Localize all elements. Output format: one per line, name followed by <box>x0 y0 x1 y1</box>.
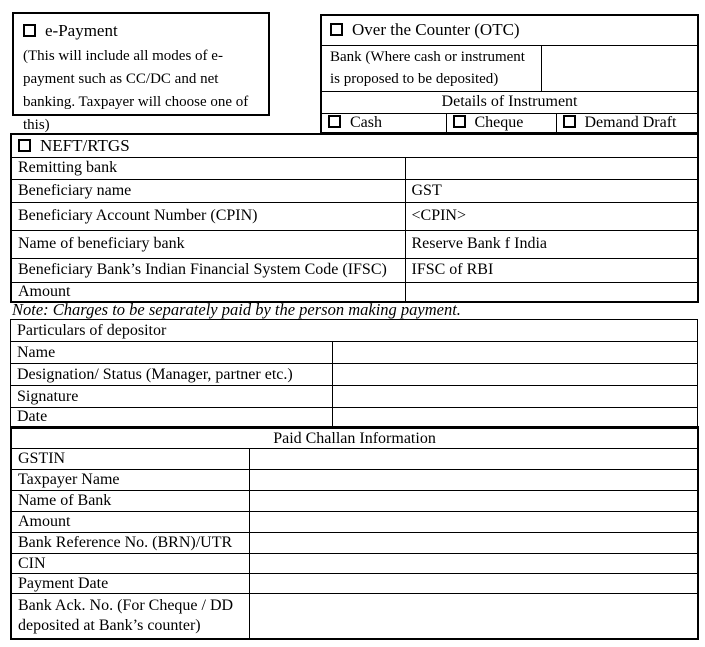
challan-section <box>10 426 699 640</box>
table-row <box>11 157 698 179</box>
cheque-label: Cheque <box>474 113 524 131</box>
beneficiary-name-label: Beneficiary name <box>11 179 405 202</box>
demand-draft-label: Demand Draft <box>584 113 677 131</box>
depositor-designation-label: Designation/ Status (Manager, partner etc.) <box>11 364 333 386</box>
otc-label: Over the Counter (OTC) <box>352 20 520 40</box>
neft-section <box>10 133 699 303</box>
otc-bank-value-field[interactable] <box>541 45 698 91</box>
depositor-date-field[interactable] <box>333 408 698 427</box>
epayment-section <box>12 12 270 133</box>
challan-header: Paid Challan Information <box>11 428 698 449</box>
otc-section <box>320 14 699 134</box>
beneficiary-name-value: GST <box>405 179 698 202</box>
brn-utr-field[interactable] <box>249 533 698 554</box>
remitting-bank-field[interactable] <box>405 157 698 179</box>
table-row <box>11 594 698 640</box>
neft-option <box>11 134 698 157</box>
epayment-description: (This will include all modes of e-payment such as CC/DC and net banking. Taxpayer will choose one of this) <box>23 48 249 133</box>
table-row <box>11 533 698 554</box>
neft-header-row <box>11 134 698 157</box>
bank-ack-label: Bank Ack. No. (For Cheque / DD deposited at Bank’s counter) <box>11 594 249 640</box>
cin-field[interactable] <box>249 554 698 574</box>
beneficiary-account-label: Beneficiary Account Number (CPIN) <box>11 202 405 230</box>
depositor-signature-field[interactable] <box>333 386 698 408</box>
ifsc-value: IFSC of RBI <box>405 258 698 282</box>
cin-label: CIN <box>11 554 249 574</box>
otc-bank-row <box>321 45 698 91</box>
challan-header-row <box>11 428 698 449</box>
table-row <box>11 342 698 364</box>
taxpayer-name-label: Taxpayer Name <box>11 470 249 491</box>
instrument-cash-option <box>321 113 446 133</box>
table-row <box>11 574 698 594</box>
table-row <box>11 386 698 408</box>
table-row <box>11 230 698 258</box>
table-row <box>11 258 698 282</box>
neft-label: NEFT/RTGS <box>40 135 130 155</box>
table-row <box>11 554 698 574</box>
amount-label: Amount <box>11 282 405 302</box>
depositor-header: Particulars of depositor <box>11 320 698 342</box>
bank-name-label: Name of Bank <box>11 491 249 512</box>
challan-amount-field[interactable] <box>249 512 698 533</box>
challan-amount-label: Amount <box>11 512 249 533</box>
table-row <box>11 512 698 533</box>
table-row <box>11 202 698 230</box>
table-row <box>11 282 698 302</box>
demand-draft-checkbox[interactable] <box>563 115 576 128</box>
epayment-option <box>23 19 259 43</box>
instrument-demand-draft-option <box>556 113 698 133</box>
depositor-signature-label: Signature <box>11 386 333 408</box>
beneficiary-bank-label: Name of beneficiary bank <box>11 230 405 258</box>
depositor-section <box>10 319 698 427</box>
depositor-date-label: Date <box>11 408 333 427</box>
bank-name-field[interactable] <box>249 491 698 512</box>
otc-instrument-row <box>321 113 698 133</box>
table-row <box>11 470 698 491</box>
beneficiary-account-value: <CPIN> <box>405 202 698 230</box>
depositor-designation-field[interactable] <box>333 364 698 386</box>
beneficiary-bank-value: Reserve Bank f India <box>405 230 698 258</box>
otc-bank-label: Bank (Where cash or instrument is proposed to be deposited) <box>321 45 541 91</box>
depositor-name-label: Name <box>11 342 333 364</box>
bank-ack-field[interactable] <box>249 594 698 640</box>
cheque-checkbox[interactable] <box>453 115 466 128</box>
gstin-field[interactable] <box>249 449 698 470</box>
brn-utr-label: Bank Reference No. (BRN)/UTR <box>11 533 249 554</box>
otc-checkbox[interactable] <box>330 23 343 36</box>
gstin-label: GSTIN <box>11 449 249 470</box>
depositor-header-row <box>11 320 698 342</box>
epayment-checkbox[interactable] <box>23 24 36 37</box>
table-row <box>11 491 698 512</box>
table-row <box>11 179 698 202</box>
cash-checkbox[interactable] <box>328 115 341 128</box>
payment-date-field[interactable] <box>249 574 698 594</box>
otc-details-row <box>321 91 698 113</box>
otc-option <box>321 15 698 45</box>
table-row <box>11 449 698 470</box>
depositor-name-field[interactable] <box>333 342 698 364</box>
amount-field[interactable] <box>405 282 698 302</box>
details-of-instrument-header: Details of Instrument <box>321 91 698 113</box>
charges-note: Note: Charges to be separately paid by the person making payment. <box>12 300 461 319</box>
ifsc-label: Beneficiary Bank’s Indian Financial System Code (IFSC) <box>11 258 405 282</box>
cash-label: Cash <box>350 113 382 131</box>
taxpayer-name-field[interactable] <box>249 470 698 491</box>
epayment-label: e-Payment <box>45 21 118 40</box>
table-row <box>11 364 698 386</box>
neft-checkbox[interactable] <box>18 139 31 152</box>
instrument-cheque-option <box>446 113 556 133</box>
remitting-bank-label: Remitting bank <box>11 157 405 179</box>
table-row <box>11 408 698 427</box>
otc-header-row <box>321 15 698 45</box>
payment-date-label: Payment Date <box>11 574 249 594</box>
